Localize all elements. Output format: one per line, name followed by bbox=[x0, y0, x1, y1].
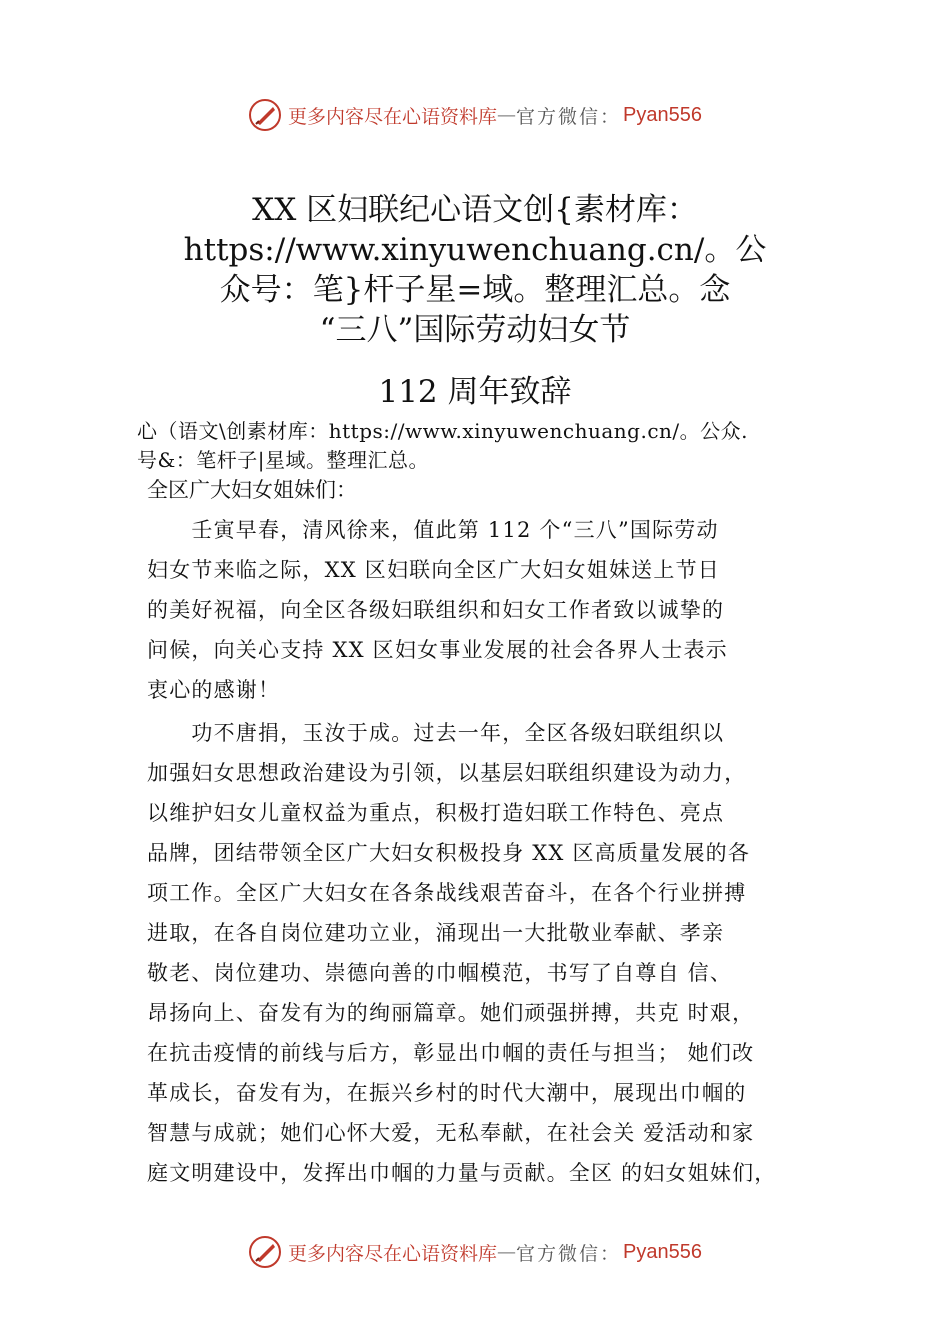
paragraph-line: 壬寅早春，清风徐来，值此第 112 个“三八”国际劳动 bbox=[147, 518, 719, 542]
paragraph-line: 品牌，团结带领全区广大妇女积极投身 XX 区高质量发展的各 bbox=[147, 841, 751, 865]
banner-separator: — bbox=[497, 1241, 517, 1263]
banner-text: 更多内容尽在心语资料库 bbox=[288, 105, 498, 128]
header-banner bbox=[0, 95, 950, 135]
title-line: https://www.xinyuwenchuang.cn/。公 bbox=[183, 232, 767, 268]
paragraph-line: 的美好祝福，向全区各级妇联组织和妇女工作者致以诚挚的 bbox=[147, 598, 725, 622]
paragraph-line: 妇女节来临之际，XX 区妇联向全区广大妇女姐妹送上节日 bbox=[147, 558, 720, 582]
source-line: 号&：笔杆子|星域。整理汇总。 bbox=[137, 448, 430, 472]
paragraph-line: 功不唐捐，玉汝于成。过去一年，全区各级妇联组织以 bbox=[147, 721, 725, 745]
paragraph-line: 革成长，奋发有为，在振兴乡村的时代大潮中，展现出巾帼的 bbox=[147, 1081, 747, 1105]
paragraph-line: 敬老、岗位建功、崇德向善的巾帼模范，书写了自尊自 信、 bbox=[147, 961, 733, 985]
paragraph-line: 加强妇女思想政治建设为引领，以基层妇联组织建设为动力， bbox=[147, 761, 747, 785]
paragraph-line: 智慧与成就；她们心怀大爱，无私奉献，在社会关 爱活动和家 bbox=[147, 1121, 755, 1145]
title-line: 众号：笔}杆子星=域。整理汇总。念 bbox=[219, 272, 731, 308]
paragraph-line: 昂扬向上、奋发有为的绚丽篇章。她们顽强拼搏，共克 时艰， bbox=[147, 1001, 755, 1025]
salutation: 全区广大妇女姐妹们： bbox=[147, 478, 357, 502]
source-line: 心（语文\创素材库：https://www.xinyuwenchuang.cn/。公众. bbox=[137, 419, 748, 443]
paragraph-line: 衷心的感谢！ bbox=[147, 678, 281, 702]
quill-pen-logo bbox=[248, 1235, 282, 1269]
paragraph-1 bbox=[147, 510, 837, 710]
paragraph-line: 问候，向关心支持 XX 区妇女事业发展的社会各界人士表示 bbox=[147, 638, 728, 662]
title-line: XX 区妇联纪心语文创{素材库： bbox=[252, 192, 698, 228]
paragraph-line: 在抗击疫情的前线与后方，彰显出巾帼的责任与担当； 她们改 bbox=[147, 1041, 755, 1065]
quill-pen-logo bbox=[248, 98, 282, 132]
document-title bbox=[140, 190, 810, 350]
paragraph-line: 以维护妇女儿童权益为重点，积极打造妇联工作特色、亮点 bbox=[147, 801, 725, 825]
title-line: “三八”国际劳动妇女节 bbox=[319, 312, 631, 348]
paragraph-line: 进取，在各自岗位建功立业，涌现出一大批敬业奉献、孝亲 bbox=[147, 921, 725, 945]
footer-banner bbox=[0, 1232, 950, 1272]
banner-wechat-label: 官方微信： bbox=[516, 105, 622, 128]
paragraph-line: 庭文明建设中，发挥出巾帼的力量与贡献。全区 的妇女姐妹们， bbox=[147, 1161, 777, 1185]
paragraph-2 bbox=[147, 713, 837, 1193]
document-subtitle: 112 周年致辞 bbox=[378, 374, 572, 410]
banner-wechat-id: Pyan556 bbox=[623, 103, 702, 126]
banner-wechat-id: Pyan556 bbox=[623, 1240, 702, 1263]
source-note bbox=[137, 417, 857, 475]
banner-separator: — bbox=[497, 104, 517, 126]
banner-text: 更多内容尽在心语资料库 bbox=[288, 1242, 498, 1265]
paragraph-line: 项工作。全区广大妇女在各条战线艰苦奋斗，在各个行业拼搏 bbox=[147, 881, 747, 905]
banner-wechat-label: 官方微信： bbox=[516, 1242, 622, 1265]
